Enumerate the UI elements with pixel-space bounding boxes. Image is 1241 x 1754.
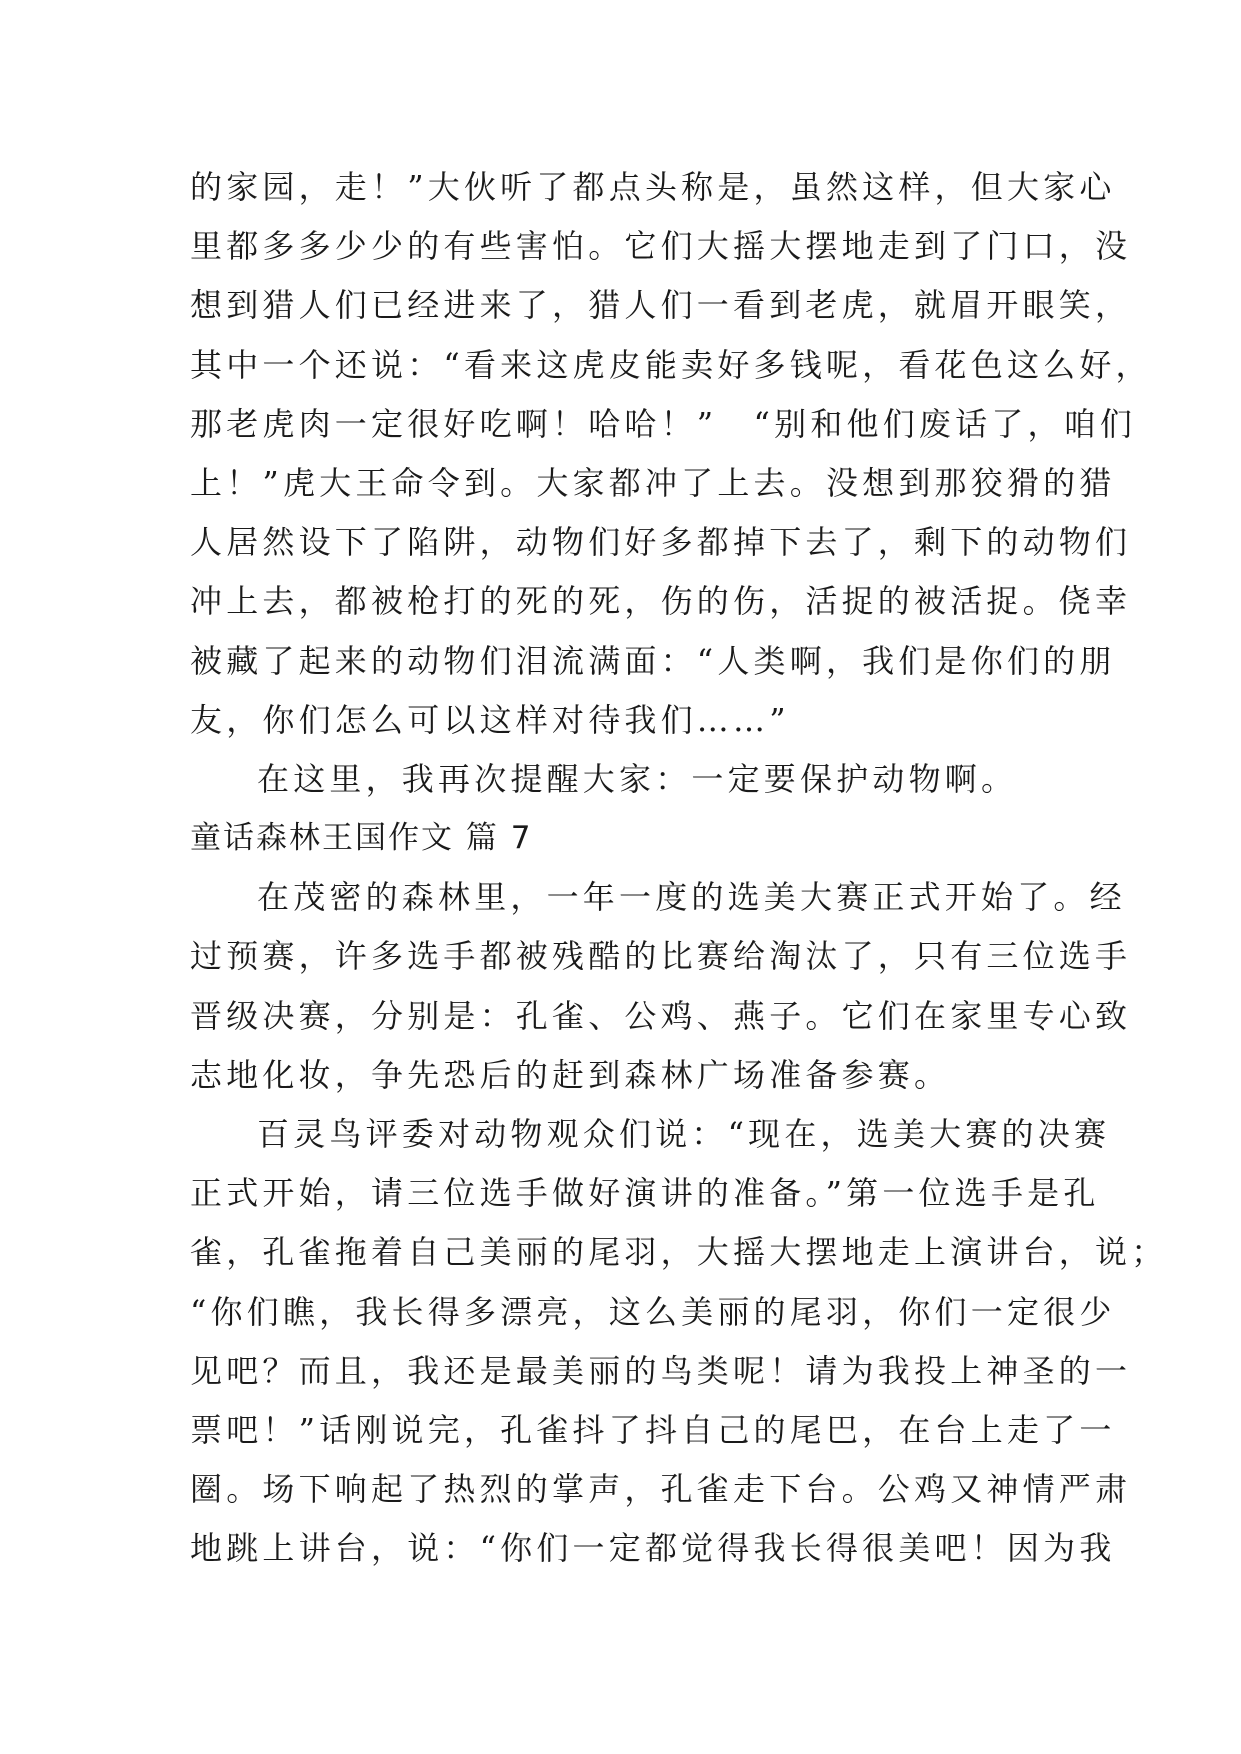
paragraph-1-line: 在茂密的森林里，一年一度的选美大赛正式开始了。经 [257,878,1126,917]
closing-sentence: 在这里，我再次提醒大家：一定要保护动物啊。 [257,759,1018,798]
paragraph-2-line: 正式开始，请三位选手做好演讲的准备。”第一位选手是孔 [190,1174,1100,1213]
paragraph-2-line: 见吧？而且，我还是最美丽的鸟类呢！请为我投上神圣的一 [190,1351,1132,1390]
text-line: 那老虎肉一定很好吃啊！哈哈！” “别和他们废话了，咱们 [190,404,1137,443]
paragraph-2-line: 地跳上讲台，说：“你们一定都觉得我长得很美吧！因为我 [190,1529,1116,1568]
paragraph-2-line: 圈。场下响起了热烈的掌声，孔雀走下台。公鸡又神情严肃 [190,1470,1132,1509]
paragraph-2-line: 雀，孔雀拖着自己美丽的尾羽，大摇大摆地走上演讲台，说； [190,1233,1168,1272]
text-line: 冲上去，都被枪打的死的死，伤的伤，活捉的被活捉。侥幸 [190,582,1132,621]
paragraph-2-line: 票吧！”话刚说完，孔雀抖了抖自己的尾巴，在台上走了一 [190,1410,1116,1449]
paragraph-2-line: 百灵鸟评委对动物观众们说：“现在，选美大赛的决赛 [257,1115,1111,1153]
document-body [190,158,1168,1579]
text-line: 上！”虎大王命令到。大家都冲了上去。没想到那狡猾的猎 [190,463,1116,502]
text-line: 想到猎人们已经进来了，猎人们一看到老虎，就眉开眼笑， [190,286,1132,325]
text-line: 其中一个还说：“看来这虎皮能卖好多钱呢，看花色这么好， [190,345,1152,384]
text-line: 里都多多少少的有些害怕。它们大摇大摆地走到了门口，没 [190,227,1132,266]
text-line: 友，你们怎么可以这样对待我们……” [190,700,790,739]
text-line: 被藏了起来的动物们泪流满面：“人类啊，我们是你们的朋 [190,641,1116,680]
section-heading: 童话森林王国作文 篇 7 [190,820,533,857]
paragraph-1-line: 晋级决赛，分别是：孔雀、公鸡、燕子。它们在家里专心致 [190,996,1132,1035]
paragraph-1-line: 过预赛，许多选手都被残酷的比赛给淘汰了，只有三位选手 [190,937,1132,976]
text-line: 的家园，走！”大伙听了都点头称是，虽然这样，但大家心 [190,168,1116,206]
paragraph-1-line: 志地化妆，争先恐后的赶到森林广场准备参赛。 [190,1055,951,1094]
paragraph-2-line: “你们瞧，我长得多漂亮，这么美丽的尾羽，你们一定很少 [190,1292,1116,1331]
text-line: 人居然设下了陷阱，动物们好多都掉下去了，剩下的动物们 [190,523,1132,562]
